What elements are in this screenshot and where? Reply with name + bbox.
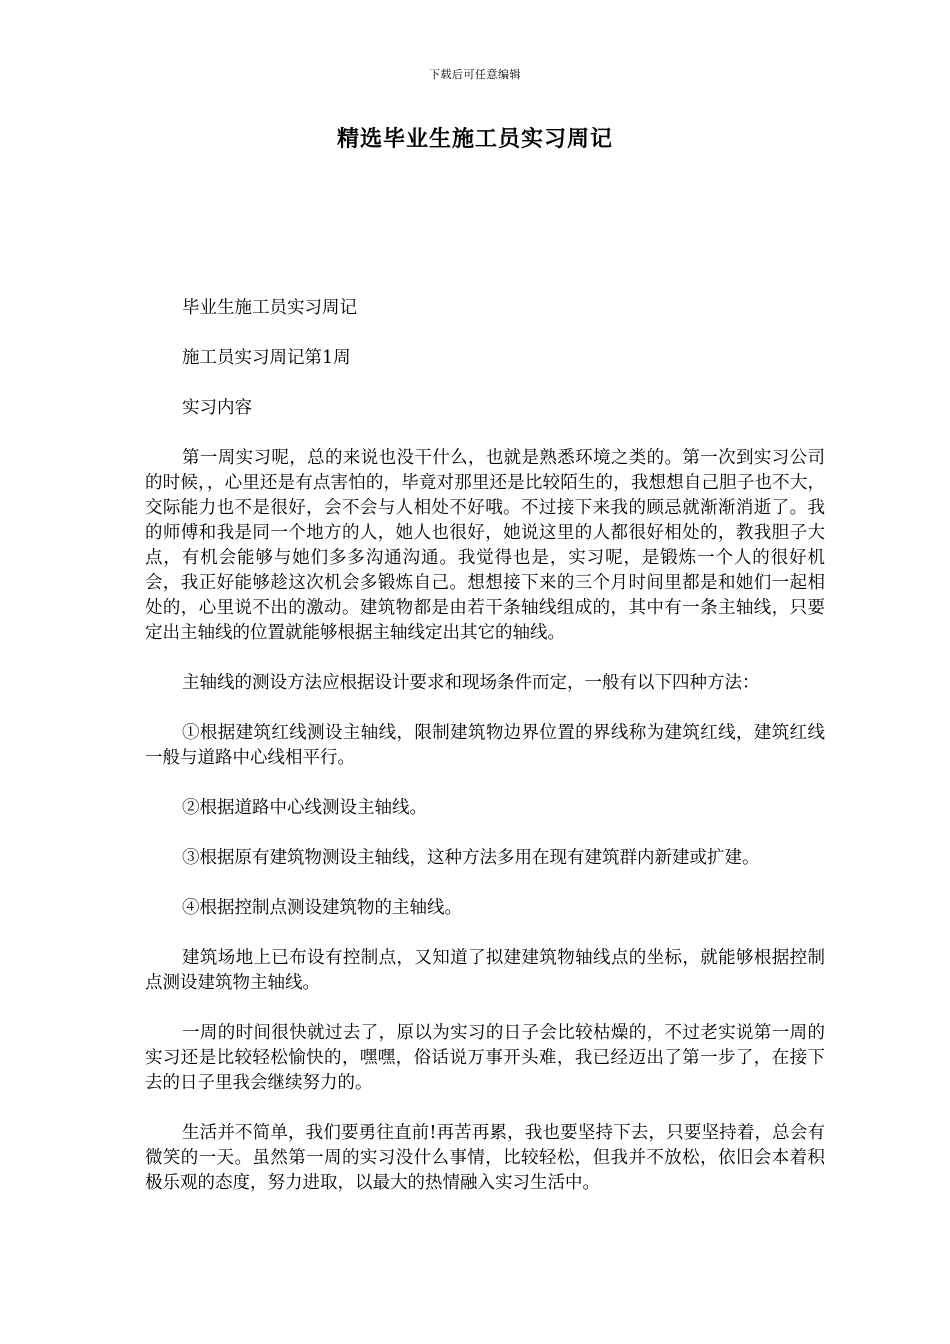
document-title: 精选毕业生施工员实习周记 xyxy=(336,127,613,152)
list-item: ③根据原有建筑物测设主轴线，这种方法多用在现有建筑群内新建或扩建。 xyxy=(182,848,760,868)
paragraph: 一周的时间很快就过去了，原以为实习的日子会比较枯燥的，不过老实说第一周的实习还是比较轻松愉快的，嘿嘿，俗话说万事开头难，我已经迈出了第一步了，在接下去的日子里我会继续努力的。 xyxy=(145,1023,825,1093)
paragraph: 生活并不简单，我们要勇往直前!再苦再累，我也要坚持下去，只要坚持着，总会有微笑的一天。虽然第一周的实习没什么事情，比较轻松，但我并不放松，依旧会本着积极乐观的态度，努力进取，以最大的热情融入实习生活中。 xyxy=(145,1123,825,1193)
header-note: 下载后可任意编辑 xyxy=(429,68,521,81)
week-heading: 施工员实习周记第1周 xyxy=(182,348,351,368)
list-item: ④根据控制点测设建筑物的主轴线。 xyxy=(182,898,462,918)
list-item: ②根据道路中心线测设主轴线。 xyxy=(182,798,427,818)
paragraph: 第一周实习呢，总的来说也没干什么，也就是熟悉环境之类的。第一次到实习公司的时候，，心里还是有点害怕的，毕竟对那里还是比较陌生的，我想想自己胆子也不大，交际能力也不是很好，会不会与人相处不好哦。不过接下来我的顾忌就渐渐消逝了。我的师傅和我是同一个地方的人，她人也很好，她说这里的人都很好相处的，教我胆子大点，有机会能够与她们多多沟通沟通。我觉得也是，实习呢，是锻炼一个人的很好机会，我正好能够趁这次机会多锻炼自己。想想接下来的三个月时间里都是和她们一起相处的，心里说不出的激动。建筑物都是由若干条轴线组成的，其中有一条主轴线，只要定出主轴线的位置就能够根据主轴线定出其它的轴线。 xyxy=(145,448,825,643)
list-item: ①根据建筑红线测设主轴线，限制建筑物边界位置的界线称为建筑红线，建筑红线一般与道路中心线相平行。 xyxy=(145,723,825,768)
section-heading: 毕业生施工员实习周记 xyxy=(182,298,357,318)
paragraph: 建筑场地上已布设有控制点，又知道了拟建建筑物轴线点的坐标，就能够根据控制点测设建筑物主轴线。 xyxy=(145,948,825,993)
document-body xyxy=(145,296,825,1221)
content-heading: 实习内容 xyxy=(182,398,252,418)
paragraph: 主轴线的测设方法应根据设计要求和现场条件而定，一般有以下四种方法： xyxy=(182,673,760,693)
